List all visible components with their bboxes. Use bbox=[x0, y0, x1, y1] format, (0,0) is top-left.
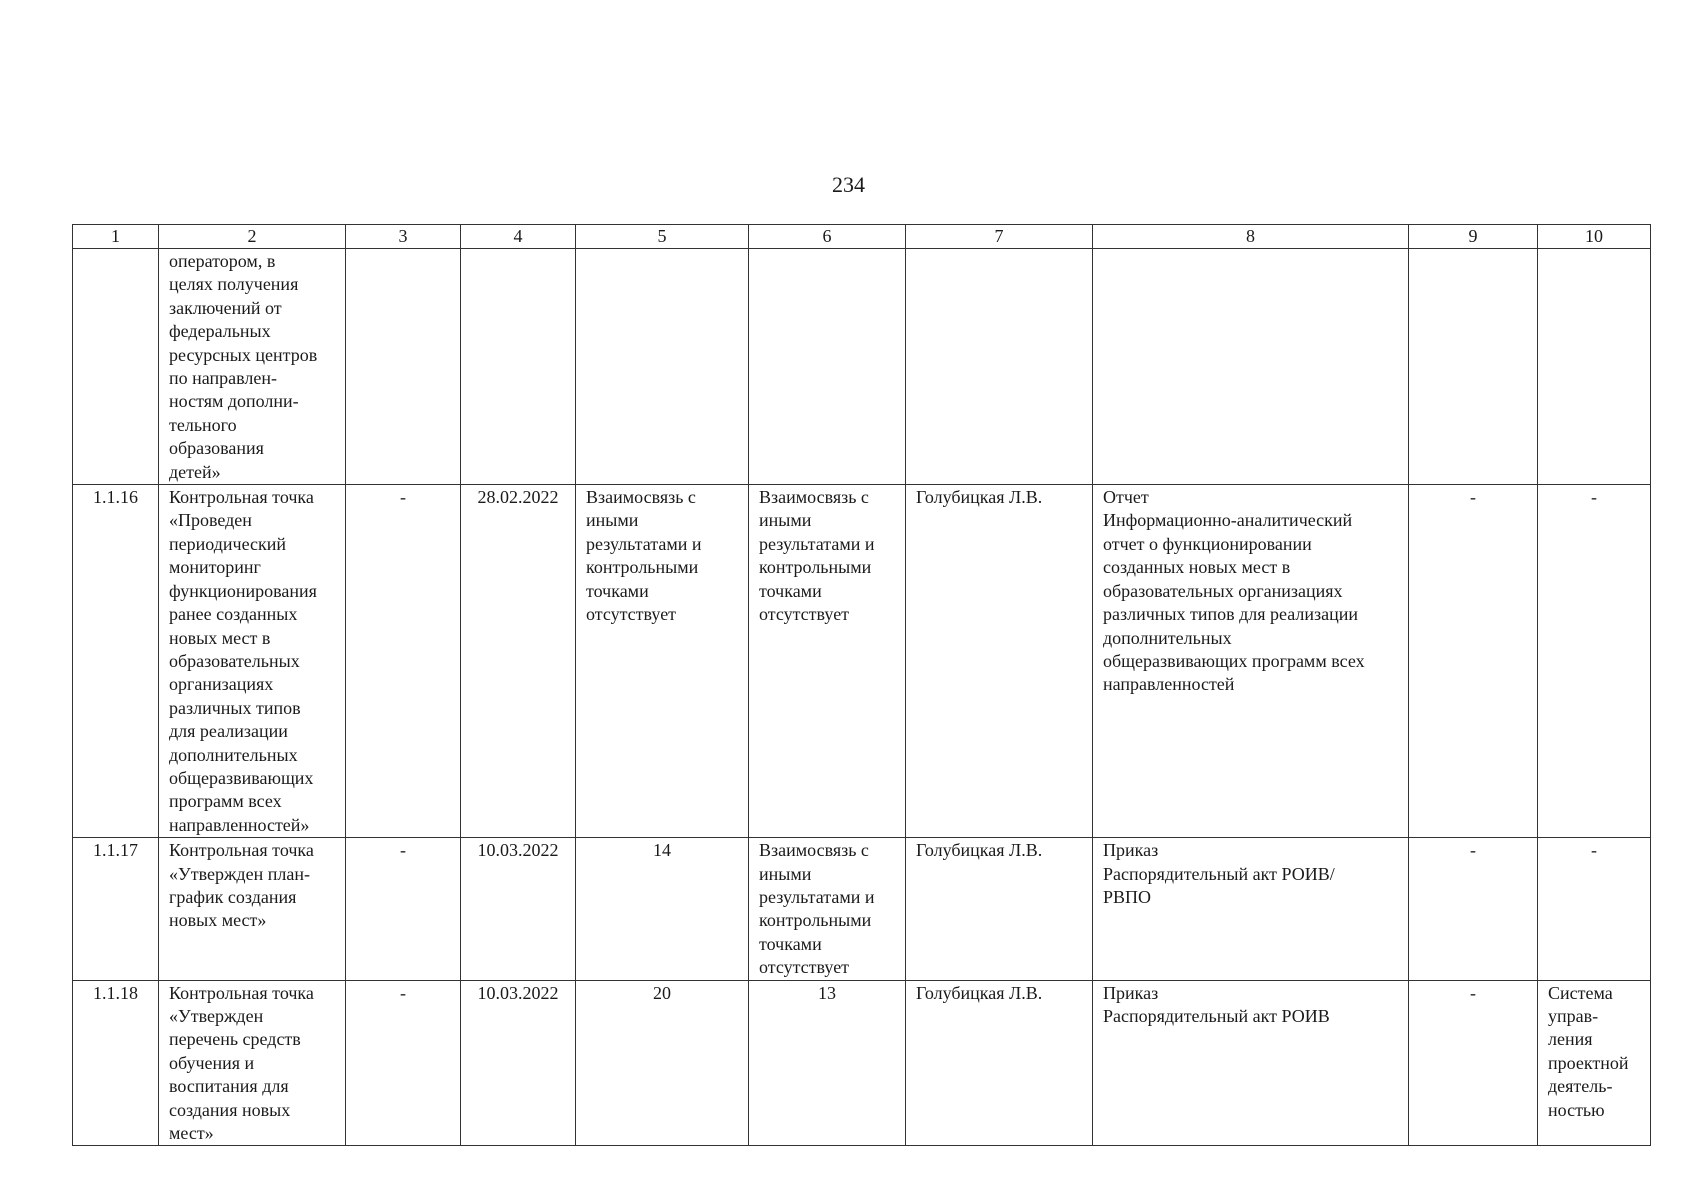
column-header: 3 bbox=[346, 225, 461, 249]
control-points-table bbox=[72, 224, 1651, 1146]
table-row bbox=[73, 485, 1651, 838]
cell-col10: - bbox=[1538, 485, 1651, 838]
responsible-person: Голубицкая Л.В. bbox=[906, 980, 1093, 1146]
document-type: Приказ Распорядительный акт РОИВ/ РВПО bbox=[1093, 838, 1409, 980]
cell-col3: - bbox=[346, 485, 461, 838]
cell-col9: - bbox=[1409, 485, 1538, 838]
cell-col5: 14 bbox=[576, 838, 749, 980]
column-header: 6 bbox=[749, 225, 906, 249]
cell-col9: - bbox=[1409, 980, 1538, 1146]
column-header: 10 bbox=[1538, 225, 1651, 249]
column-header: 9 bbox=[1409, 225, 1538, 249]
column-header: 1 bbox=[73, 225, 159, 249]
control-point-name: Контрольная точка «Утвержден перечень средств обучения и воспитания для создания новых мест» bbox=[159, 980, 346, 1146]
due-date bbox=[461, 249, 576, 485]
due-date: 28.02.2022 bbox=[461, 485, 576, 838]
control-point-name: Контрольная точка «Утвержден план- график создания новых мест» bbox=[159, 838, 346, 980]
cell-col5: 20 bbox=[576, 980, 749, 1146]
document-type: Отчет Информационно-аналитический отчет о функционировании созданных новых мест в образовательных организациях различных типов для реализации дополнительных общеразвивающих программ всех направленностей bbox=[1093, 485, 1409, 838]
responsible-person: Голубицкая Л.В. bbox=[906, 838, 1093, 980]
cell-col10: - bbox=[1538, 838, 1651, 980]
column-header: 2 bbox=[159, 225, 346, 249]
column-header: 7 bbox=[906, 225, 1093, 249]
page-number: 234 bbox=[832, 172, 865, 197]
cell-col6 bbox=[749, 249, 906, 485]
control-point-name: Контрольная точка «Проведен периодический мониторинг функционирования ранее созданных новых мест в образовательных организациях различных типов для реализации дополнительных общеразвивающих программ всех направленностей» bbox=[159, 485, 346, 838]
responsible-person bbox=[906, 249, 1093, 485]
cell-col3: - bbox=[346, 980, 461, 1146]
responsible-person: Голубицкая Л.В. bbox=[906, 485, 1093, 838]
due-date: 10.03.2022 bbox=[461, 980, 576, 1146]
document-type: Приказ Распорядительный акт РОИВ bbox=[1093, 980, 1409, 1146]
cell-col10: Система управ- ления проектной деятель- ностью bbox=[1538, 980, 1651, 1146]
cell-col10 bbox=[1538, 249, 1651, 485]
cell-col3: - bbox=[346, 838, 461, 980]
cell-col9 bbox=[1409, 249, 1538, 485]
cell-col6: Взаимосвязь с иными результатами и контрольными точками отсутствует bbox=[749, 838, 906, 980]
cell-col6: Взаимосвязь с иными результатами и контрольными точками отсутствует bbox=[749, 485, 906, 838]
header-row bbox=[73, 225, 1651, 249]
column-header: 4 bbox=[461, 225, 576, 249]
cell-col9: - bbox=[1409, 838, 1538, 980]
cell-col6: 13 bbox=[749, 980, 906, 1146]
cell-col5 bbox=[576, 249, 749, 485]
document-type bbox=[1093, 249, 1409, 485]
column-header: 8 bbox=[1093, 225, 1409, 249]
row-number: 1.1.16 bbox=[73, 485, 159, 838]
cell-col3 bbox=[346, 249, 461, 485]
table-row bbox=[73, 249, 1651, 485]
cell-col5: Взаимосвязь с иными результатами и контрольными точками отсутствует bbox=[576, 485, 749, 838]
row-number: 1.1.18 bbox=[73, 980, 159, 1146]
column-header: 5 bbox=[576, 225, 749, 249]
due-date: 10.03.2022 bbox=[461, 838, 576, 980]
control-point-name: оператором, в целях получения заключений от федеральных ресурсных центров по направлен- ностям дополни- тельного образования детей» bbox=[159, 249, 346, 485]
table-row bbox=[73, 838, 1651, 980]
table-row bbox=[73, 980, 1651, 1146]
row-number: 1.1.17 bbox=[73, 838, 159, 980]
row-number bbox=[73, 249, 159, 485]
